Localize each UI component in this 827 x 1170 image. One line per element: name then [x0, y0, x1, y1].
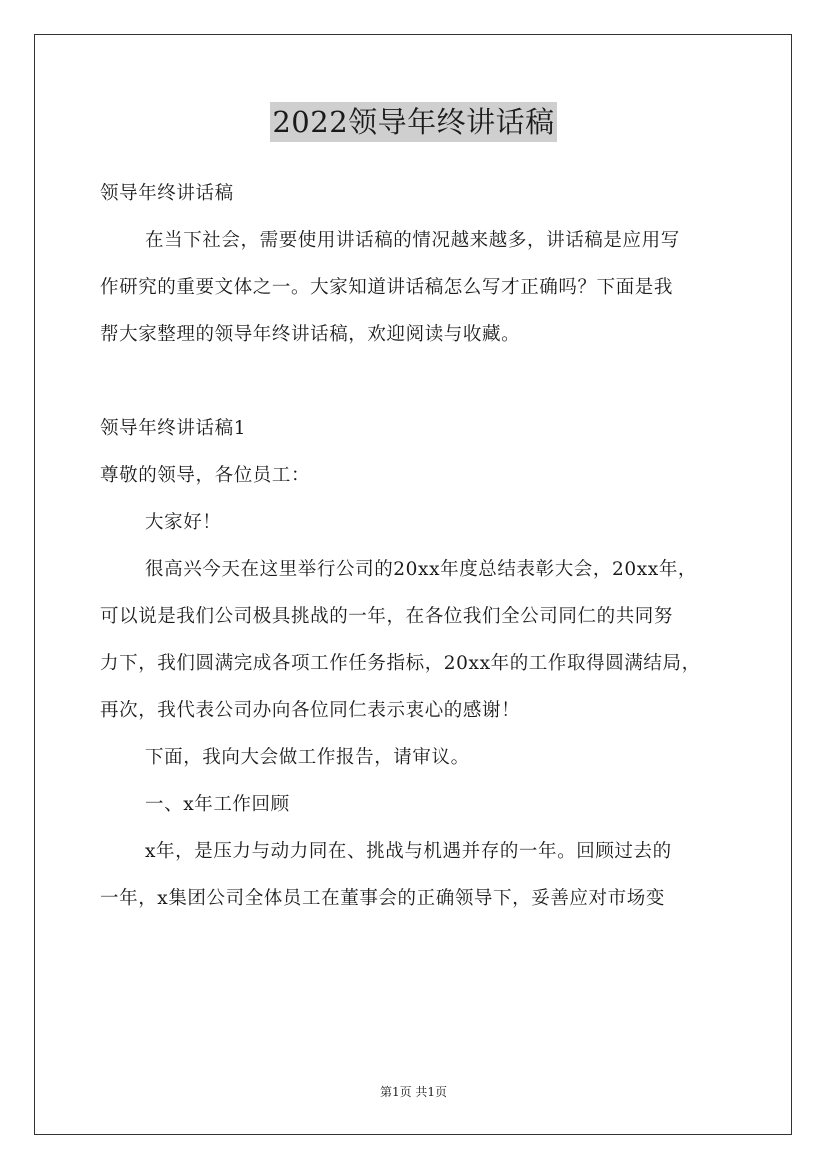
- paragraph-line: 可以说是我们公司极具挑战的一年，在各位我们全公司同仁的共同努: [100, 606, 674, 627]
- paragraph-line: 领导年终讲话稿: [100, 183, 234, 204]
- blank-line: [100, 358, 728, 405]
- paragraph-line: 很高兴今天在这里举行公司的20xx年度总结表彰大会，20xx年，: [145, 559, 698, 580]
- paragraph-line: 一年，x集团公司全体员工在董事会的正确领导下，妥善应对市场变: [100, 888, 665, 909]
- paragraph-line: 再次，我代表公司办向各位同仁表示衷心的感谢！: [100, 700, 521, 721]
- paragraph-line: 大家好！: [145, 512, 222, 533]
- document-title-block: [0, 102, 827, 142]
- paragraph-line: x年，是压力与动力同在、挑战与机遇并存的一年。回顾过去的: [145, 841, 672, 862]
- paragraph-line: 作研究的重要文体之一。大家知道讲话稿怎么写才正确吗？下面是我: [100, 277, 674, 298]
- paragraph-line: 帮大家整理的领导年终讲话稿，欢迎阅读与收藏。: [100, 324, 521, 345]
- document-body: [100, 170, 728, 922]
- page-footer: 第1页 共1页: [379, 1085, 448, 1099]
- paragraph-line: 力下，我们圆满完成各项工作任务指标，20xx年的工作取得圆满结局，: [100, 653, 701, 674]
- paragraph-line: 领导年终讲话稿1: [100, 418, 247, 439]
- paragraph-line: 一、x年工作回顾: [145, 794, 290, 815]
- document-title: 2022领导年终讲话稿: [270, 102, 556, 142]
- paragraph-line: 下面，我向大会做工作报告，请审议。: [145, 747, 470, 768]
- paragraph-line: 在当下社会，需要使用讲话稿的情况越来越多，讲话稿是应用写: [145, 230, 680, 251]
- paragraph-line: 尊敬的领导，各位员工：: [100, 465, 311, 486]
